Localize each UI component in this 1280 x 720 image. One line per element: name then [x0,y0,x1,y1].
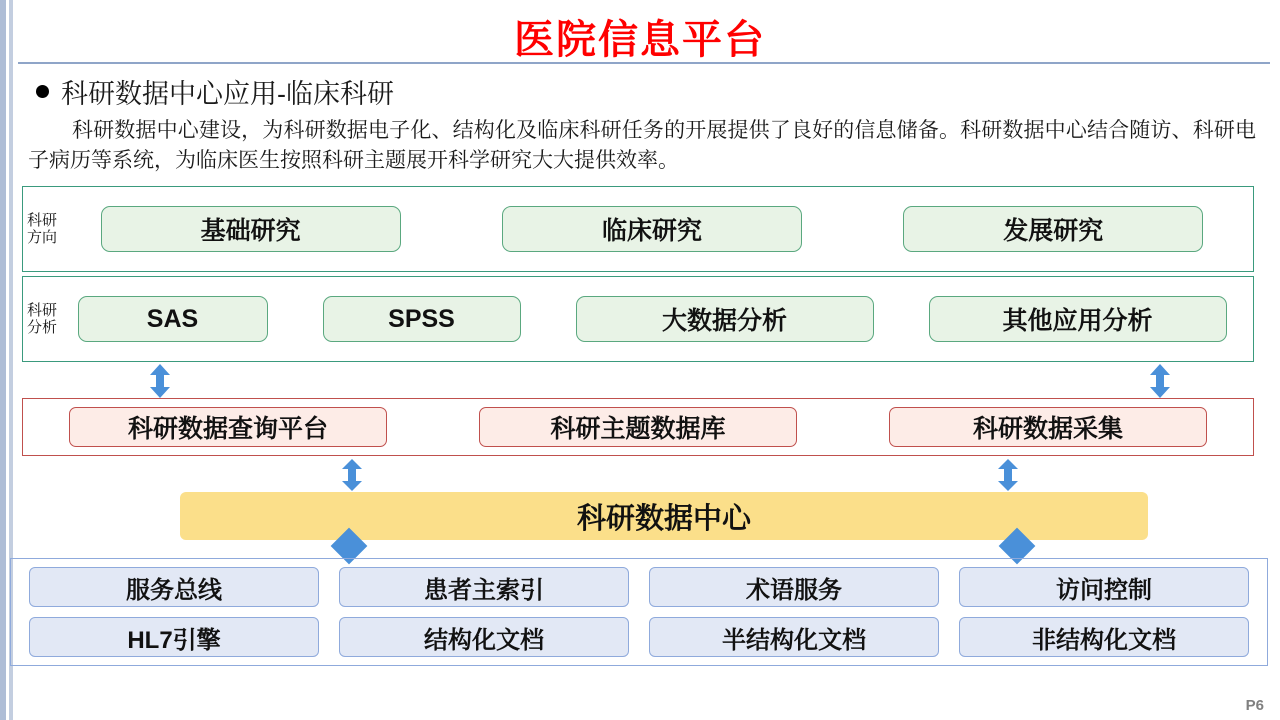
page-number: P6 [1245,697,1264,714]
title-divider [18,62,1270,64]
node-research-data-query-platform[interactable]: 科研数据查询平台 [69,407,387,447]
left-accent-bar-outer [0,0,6,720]
node-basic-research[interactable]: 基础研究 [101,206,401,252]
node-research-data-collection[interactable]: 科研数据采集 [889,407,1207,447]
node-structured-document[interactable]: 结构化文档 [339,617,629,657]
body-paragraph: 科研数据中心建设，为科研数据电子化、结构化及临床科研任务的开展提供了良好的信息储备。科研数据中心结合随访、科研电子病历等系统，为临床医生按照科研主题展开科学研究大大提供效率。 [28,119,1256,172]
node-big-data-analysis[interactable]: 大数据分析 [576,296,874,342]
bullet-dot-icon [36,85,49,98]
node-access-control[interactable]: 访问控制 [959,567,1249,607]
node-clinical-research[interactable]: 临床研究 [502,206,802,252]
band-label-research-analysis: 科研分析 [27,302,58,336]
section-heading-label: 科研数据中心应用-临床科研 [61,79,394,109]
node-service-bus[interactable]: 服务总线 [29,567,319,607]
node-terminology-service[interactable]: 术语服务 [649,567,939,607]
node-research-data-center[interactable]: 科研数据中心 [180,492,1148,540]
connector-arrow-right-middle [996,459,1020,491]
band-foundation-services [10,558,1268,666]
band-research-platform [22,398,1254,456]
band-label-research-direction: 科研方向 [27,212,58,246]
foundation-row-2 [29,617,1249,657]
node-sas[interactable]: SAS [78,296,268,342]
section-heading [36,72,394,111]
node-patient-master-index[interactable]: 患者主索引 [339,567,629,607]
node-unstructured-document[interactable]: 非结构化文档 [959,617,1249,657]
band-items-research-analysis [57,296,1253,342]
node-spss[interactable]: SPSS [323,296,521,342]
node-development-research[interactable]: 发展研究 [903,206,1203,252]
band-items-research-direction [57,206,1253,252]
band-research-analysis [22,276,1254,362]
foundation-row-1 [29,567,1249,607]
node-semi-structured-document[interactable]: 半结构化文档 [649,617,939,657]
connector-arrow-left-middle [340,459,364,491]
node-research-subject-database[interactable]: 科研主题数据库 [479,407,797,447]
node-other-application-analysis[interactable]: 其他应用分析 [929,296,1227,342]
band-research-direction [22,186,1254,272]
connector-arrow-right-upper [1148,364,1172,398]
page-title: 医院信息平台 [514,18,766,62]
node-hl7-engine[interactable]: HL7引擎 [29,617,319,657]
connector-arrow-left-upper [148,364,172,398]
